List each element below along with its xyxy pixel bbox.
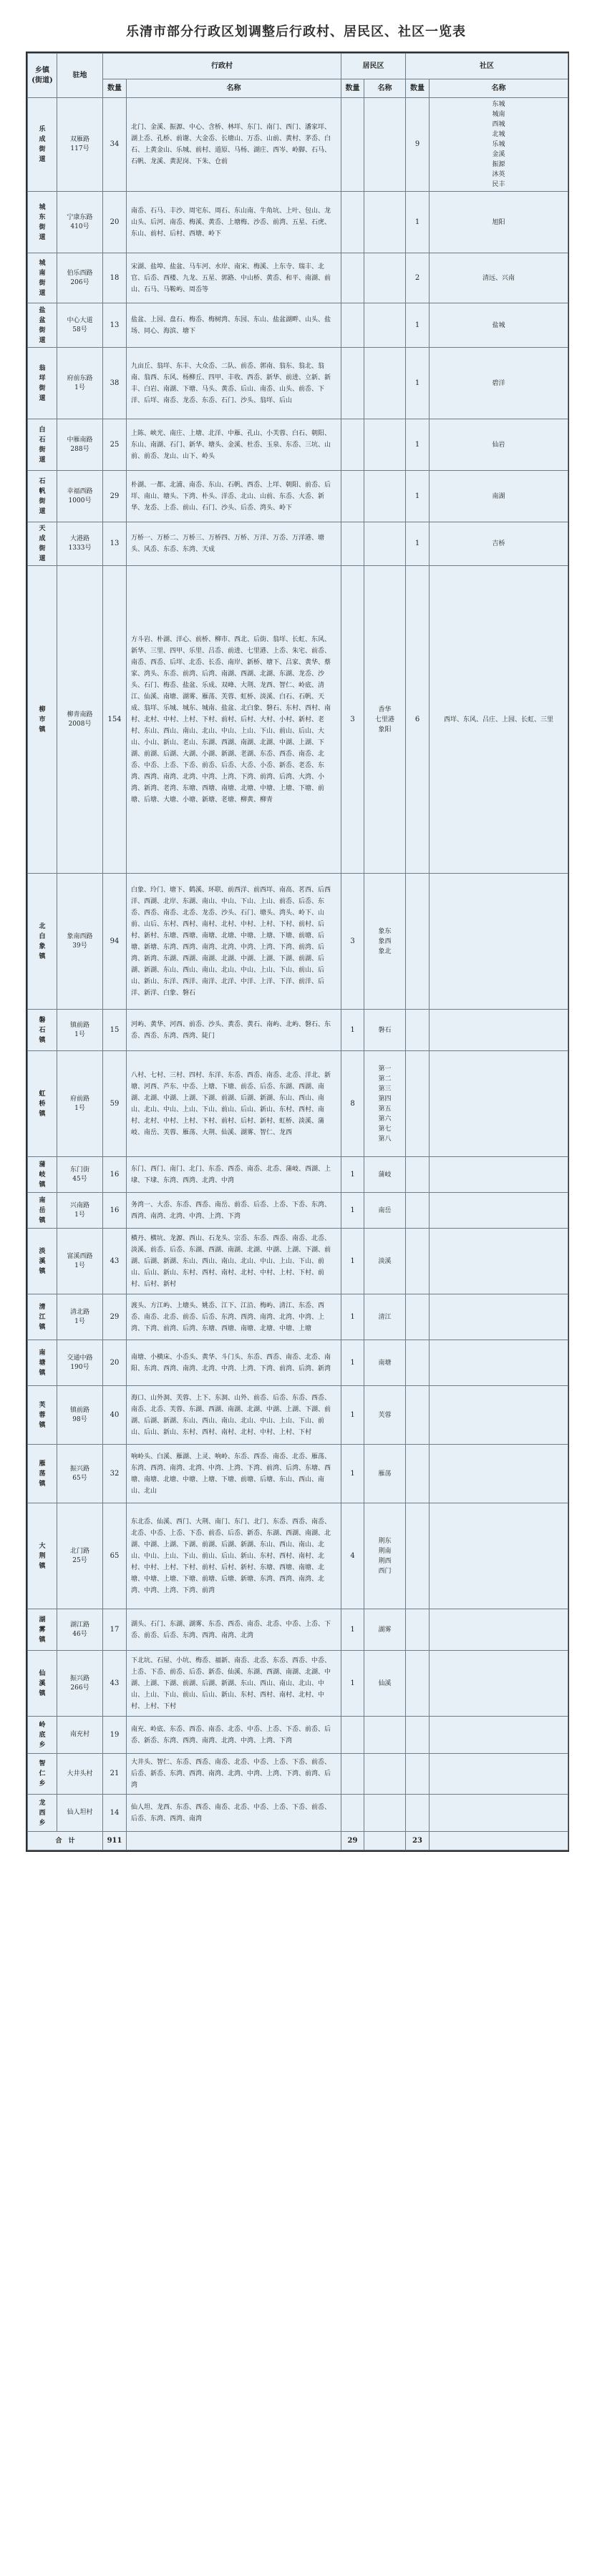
res-count-cell [341,1717,364,1754]
res-count-cell: 1 [341,1386,364,1445]
res-names-cell: 南塘 [364,1340,406,1386]
com-count-cell: 6 [406,566,430,874]
com-names-cell: 吉桥 [430,522,568,566]
com-count-cell [406,1193,430,1229]
com-count-cell [406,1609,430,1651]
com-names-cell [430,1445,568,1503]
town-cell: 智 仁 乡 [28,1754,57,1795]
total-row [28,1832,568,1850]
com-count-cell [406,1229,430,1294]
seat-cell: 中雁南路 288号 [57,419,103,471]
seat-cell: 大港路 1333号 [57,522,103,566]
res-names-cell [364,348,406,419]
table-row [28,1157,568,1193]
res-count-cell [341,1754,364,1795]
villages-cell: 九亩丘、翁垟、东丰、大众岙、二队、前岙、郭南、翁东、翁北、翁南、翁西、东风、杨柳丘、四甲、丰收、西岙、新华、前进、立新、新丰、白岩、南湖、下塘、马头、黄岙、后山、南岙、山头、前岙、下洋、后垟、南岙、龙岙、东岙、石门、沙头、翁垟、后山 [127,348,341,419]
seat-cell: 镇前路 1号 [57,1010,103,1051]
table-row [28,1193,568,1229]
com-names-cell [430,1717,568,1754]
res-names-cell: 淡溪 [364,1229,406,1294]
res-count-cell [341,253,364,303]
com-count-cell: 1 [406,471,430,522]
header-village-name: 名称 [127,79,341,98]
res-names-cell: 蒲岐 [364,1157,406,1193]
seat-cell: 清北路 1号 [57,1294,103,1340]
com-names-cell: 碧洋 [430,348,568,419]
com-names-cell [430,1193,568,1229]
com-count-cell [406,1651,430,1717]
res-count-cell [341,1795,364,1832]
com-names-cell [430,1754,568,1795]
res-names-cell [364,98,406,192]
com-names-cell: 南湖 [430,471,568,522]
header-com-name: 名称 [430,79,568,98]
villages-cell: 渡头、方江屿、上塘头、姚岙、江下、江沿、梅屿、清江、东岙、西岙、南岙、北岙、前岙、后岙、东湾、西湾、南湾、北湾、中湾、上湾、下湾、前湾、后湾、东塘、西塘、南塘、北塘、中塘、上塘 [127,1294,341,1340]
table-row [28,192,568,253]
town-cell: 盐 盆 街 道 [28,303,57,348]
villages-cell: 南充、岭底、东岙、西岙、南岙、北岙、中岙、上岙、下岙、前岙、后岙、新岙、东湾、西湾、南湾、北湾、中湾、上湾、下湾 [127,1717,341,1754]
village-count-cell: 16 [103,1193,127,1229]
com-names-cell [430,1051,568,1157]
seat-cell: 府前东路 1号 [57,348,103,419]
table-row [28,1717,568,1754]
seat-cell: 富溪西路 1号 [57,1229,103,1294]
villages-cell: 务湾一、大岙、东岙、西岙、南岳、前岙、后岙、上岙、下岙、东湾、西湾、南湾、北湾、中湾、上湾、下湾 [127,1193,341,1229]
com-names-cell [430,874,568,1010]
village-count-cell: 13 [103,303,127,348]
seat-cell: 宁康东路 410号 [57,192,103,253]
seat-cell: 仙人坦村 [57,1795,103,1832]
seat-cell: 湖江路 46号 [57,1609,103,1651]
town-cell: 城 东 街 道 [28,192,57,253]
com-count-cell [406,1340,430,1386]
table-row [28,1609,568,1651]
village-count-cell: 14 [103,1795,127,1832]
com-count-cell: 2 [406,253,430,303]
town-cell: 芙 蓉 镇 [28,1386,57,1445]
com-names-cell [430,1340,568,1386]
seat-cell: 兴南路 1号 [57,1193,103,1229]
com-count-cell: 9 [406,98,430,192]
com-names-cell [430,1795,568,1832]
res-names-cell [364,471,406,522]
com-count-cell: 1 [406,348,430,419]
res-names-cell: 南岳 [364,1193,406,1229]
town-cell: 淡 溪 镇 [28,1229,57,1294]
town-cell: 龙 西 乡 [28,1795,57,1832]
res-count-cell: 4 [341,1503,364,1609]
header-village-count: 数量 [103,79,127,98]
seat-cell: 象南西路 39号 [57,874,103,1010]
res-count-cell: 1 [341,1010,364,1051]
com-count-cell [406,1294,430,1340]
res-names-cell [364,253,406,303]
village-count-cell: 20 [103,192,127,253]
town-cell: 清 江 镇 [28,1294,57,1340]
header-community-group: 社区 [406,54,568,79]
table-row [28,1051,568,1157]
header-res-count: 数量 [341,79,364,98]
village-count-cell: 15 [103,1010,127,1051]
total-res-count: 29 [341,1832,364,1850]
res-count-cell: 1 [341,1340,364,1386]
table-row [28,1503,568,1609]
com-count-cell [406,1717,430,1754]
com-names-cell: 旭阳 [430,192,568,253]
com-names-cell [430,1651,568,1717]
seat-cell: 南充村 [57,1717,103,1754]
table-row [28,471,568,522]
com-names-cell [430,1503,568,1609]
table-row [28,522,568,566]
res-count-cell: 1 [341,1651,364,1717]
town-cell: 湖 雾 镇 [28,1609,57,1651]
com-count-cell: 1 [406,522,430,566]
town-cell: 北 白 象 镇 [28,874,57,1010]
com-count-cell [406,1157,430,1193]
village-count-cell: 25 [103,419,127,471]
res-count-cell: 3 [341,566,364,874]
village-count-cell: 38 [103,348,127,419]
page-title: 乐清市部分行政区划调整后行政村、居民区、社区一览表 [126,24,466,39]
com-count-cell: 1 [406,419,430,471]
villages-cell: 海口、山外洞、芙蓉、上下、东洞、山外、前岙、后岙、东岙、西岙、南岙、北岙、芙蓉、东湖、西湖、南湖、北湖、中湖、上湖、下湖、前湖、后湖、新湖、东山、西山、南山、北山、中山、上山、下山、前山、后山、新山、东村、西村、南村、北村、中村、上村、下村 [127,1386,341,1445]
villages-cell: 横丹、横坑、龙源、西山、石龙头、宗岙、东岙、西岙、南岙、北岙、淡溪、前岙、后岙、东湖、西湖、南湖、北湖、中湖、上湖、下湖、前湖、后湖、新湖、东山、西山、南山、北山、中山、上山、下山、前山、后山、新山、东村、西村、南村、北村、中村、上村、下村、前村、后村、新村 [127,1229,341,1294]
com-names-cell [430,1157,568,1193]
village-count-cell: 18 [103,253,127,303]
res-count-cell: 1 [341,1229,364,1294]
res-count-cell: 8 [341,1051,364,1157]
com-count-cell [406,1386,430,1445]
village-count-cell: 19 [103,1717,127,1754]
table-row [28,348,568,419]
res-names-cell [364,192,406,253]
villages-cell: 大井头、智仁、东岙、西岙、南岙、北岙、中岙、上岙、下岙、前岙、后岙、新岙、东湾、西湾、南湾、北湾、中湾、上湾、下湾、前湾、后湾 [127,1754,341,1795]
town-cell: 翁 垟 街 道 [28,348,57,419]
res-names-cell: 湖雾 [364,1609,406,1651]
seat-cell: 中心大道 58号 [57,303,103,348]
res-count-cell: 1 [341,1445,364,1503]
total-com-count: 23 [406,1832,430,1850]
villages-cell: 南塘、小横床、小岙头、黄华、斗门头、东岙、西岙、南岙、北岙、南阳、东湾、西湾、南湾、北湾、中湾、上湾、下湾、前湾、后湾、新湾 [127,1340,341,1386]
villages-cell: 湖头、石门、东湖、湖雾、东岙、西岙、南岙、北岙、中岙、上岙、下岙、前岙、后岙、东湾、西湾、南湾、北湾 [127,1609,341,1651]
village-count-cell: 34 [103,98,127,192]
villages-cell: 方斗岩、朴湖、洋心、前桥、柳市、西北、后街、翁垟、长虹、东风、新华、三里、四甲、乐里、吕岙、前进、七里港、上岙、朱宅、前岙、南岙、西岙、后垟、北岙、长岙、南岸、新桥、塘下、吕家、黄华、蔡家、湾头、东岙、前湾、后湾、南湖、西湖、北湖、东湖、龙岙、沙头、石门、梅岙、盐盆、乐成、双峰、大荆、龙西、智仁、岭底、清江、仙溪、南塘、湖雾、雁荡、芙蓉、虹桥、淡溪、白石、石帆、天成、翁垟、乐城、城东、城南、盐盆、北白象、磐石、东村、西村、南村、北村、中村、上村、下村、前村、后村、大村、小村、新村、老村、东山、西山、南山、北山、中山、上山、下山、前山、后山、大山、小山、新山、老山、东湖、西湖、南湖、北湖、中湖、上湖、下湖、前湖、后湖、大湖、小湖、新湖、老湖、东岙、西岙、南岙、北岙、中岙、上岙、下岙、前岙、后岙、大岙、小岙、新岙、老岙、东湾、西湾、南湾、北湾、中湾、上湾、下湾、前湾、后湾、大湾、小湾、新湾、老湾、东塘、西塘、南塘、北塘、中塘、上塘、下塘、前塘、后塘、大塘、小塘、新塘、老塘、柳黄、柳青 [127,566,341,874]
seat-cell: 幸福西路 1000号 [57,471,103,522]
com-names-cell [430,1609,568,1651]
villages-cell: 朴湖、一都、北浦、南岙、东山、石帆、西岙、上垟、朝阳、前岙、后垟、南山、塘头、下湾、朴头、洋岙、北山、山前、东岙、大岙、新华、龙岙、上岙、前山、石门、沙头、后岙、湾头、岭下 [127,471,341,522]
res-count-cell [341,303,364,348]
com-names-cell [430,1386,568,1445]
res-count-cell [341,522,364,566]
header-town: 乡镇 (街道) [28,54,57,98]
villages-cell: 八村、七村、三村、四村、东洋、东岙、西岙、南岙、北岙、洋北、新塘、河西、芦东、中岙、上塘、下塘、前岙、后岙、东湖、西湖、南湖、北湖、中湖、上湖、下湖、前湖、后湖、新湖、东山、西山、南山、北山、中山、上山、下山、前山、后山、新山、东村、西村、南村、北村、中村、上村、下村、前村、后村、新村、虹桥、淡溪、蒲岐、南岳、芙蓉、雁荡、大荆、仙溪、湖雾、智仁、龙西 [127,1051,341,1157]
com-names-cell: 盐城 [430,303,568,348]
seat-cell: 府前路 1号 [57,1051,103,1157]
res-names-cell: 第一 第二 第三 第四 第五 第六 第七 第八 [364,1051,406,1157]
seat-cell: 北门路 25号 [57,1503,103,1609]
village-count-cell: 154 [103,566,127,874]
com-names-cell: 东城 城南 西城 北城 乐城 金溪 振源 沐英 民丰 [430,98,568,192]
town-cell: 天 成 街 道 [28,522,57,566]
res-names-cell [364,303,406,348]
com-names-cell: 西垟、东风、吕庄、上园、长虹、三里 [430,566,568,874]
village-count-cell: 43 [103,1229,127,1294]
com-count-cell [406,1503,430,1609]
village-count-cell: 43 [103,1651,127,1717]
total-com-names-blank [430,1832,568,1850]
town-cell: 城 南 街 道 [28,253,57,303]
res-count-cell [341,471,364,522]
town-cell: 乐 成 街 道 [28,98,57,192]
total-village-names-blank [127,1832,341,1850]
villages-cell: 白象、玲门、塘下、鹤溪、环联、前西洋、前西垟、南高、茗西、后西洋、西湖、北岸、东湖、南山、中山、下山、上山、前岙、后岙、东岙、西岙、南岙、北岙、龙岙、沙头、石门、塘头、湾头、岭下、山前、山后、东村、西村、南村、北村、中村、上村、下村、前村、后村、新村、东塘、西塘、南塘、北塘、中塘、上塘、下塘、前塘、后塘、新塘、东湾、西湾、南湾、北湾、中湾、上湾、下湾、前湾、后湾、新湾、东湖、西湖、南湖、北湖、中湖、上湖、下湖、前湖、后湖、新湖、东山、西山、南山、北山、中山、上山、下山、前山、后山、新山、东洋、西洋、南洋、北洋、中洋、上洋、下洋、前洋、后洋、新洋、白象、磐石 [127,874,341,1010]
village-count-cell: 59 [103,1051,127,1157]
res-names-cell: 象东 象西 象北 [364,874,406,1010]
com-count-cell [406,1754,430,1795]
seat-cell: 伯乐西路 206号 [57,253,103,303]
villages-cell: 南岙、石马、丰沙、周宅东、周石、东山南、牛角坑、上叶、包山、龙山头、后河、南岙、梅溪、黄岙、上塘梅、沙岙、前湾、五星、石虎、东山、前村、后村、西塘、岭下 [127,192,341,253]
com-count-cell [406,1051,430,1157]
town-cell: 南 岳 镇 [28,1193,57,1229]
table-row [28,303,568,348]
com-count-cell [406,1010,430,1051]
villages-cell: 下北坑、石屋、小坑、梅岙、福新、南岙、北岙、东岙、西岙、中岙、上岙、下岙、前岙、后岙、新岙、仙溪、东湖、西湖、南湖、北湖、中湖、上湖、下湖、前湖、后湖、新湖、东山、西山、南山、北山、中山、上山、下山、前山、后山、新山、东村、西村、南村、北村、中村、上村、下村 [127,1651,341,1717]
town-cell: 南 塘 镇 [28,1340,57,1386]
village-count-cell: 21 [103,1754,127,1795]
seat-cell: 振兴路 65号 [57,1445,103,1503]
villages-cell: 河屿、黄华、河西、前岙、沙头、黄岙、黄石、南屿、北屿、磐石、东岙、西岙、东湾、西湾、陡门 [127,1010,341,1051]
table-row [28,1386,568,1445]
res-names-cell: 磐石 [364,1010,406,1051]
seat-cell: 振兴路 266号 [57,1651,103,1717]
com-count-cell [406,874,430,1010]
village-count-cell: 13 [103,522,127,566]
table-row [28,1651,568,1717]
table-row [28,1445,568,1503]
res-names-cell: 雁荡 [364,1445,406,1503]
res-count-cell [341,192,364,253]
com-names-cell [430,1229,568,1294]
res-names-cell: 清江 [364,1294,406,1340]
town-cell: 柳 市 镇 [28,566,57,874]
res-names-cell [364,1754,406,1795]
com-names-cell: 仙岩 [430,419,568,471]
com-count-cell [406,1445,430,1503]
table-row [28,253,568,303]
com-count-cell: 1 [406,303,430,348]
res-count-cell: 1 [341,1193,364,1229]
res-count-cell [341,98,364,192]
com-names-cell: 清远、兴南 [430,253,568,303]
seat-cell: 东门街 45号 [57,1157,103,1193]
villages-cell: 响岭头、白溪、雁湖、上灵、响岭、东岙、西岙、南岙、北岙、雁荡、东湾、西湾、南湾、北湾、中湾、上湾、下湾、前湾、后湾、东塘、西塘、南塘、北塘、中塘、上塘、下塘、前塘、后塘、东山、西山、南山、北山 [127,1445,341,1503]
table-row [28,419,568,471]
com-names-cell [430,1294,568,1340]
table-row [28,1010,568,1051]
header-res-name: 名称 [364,79,406,98]
total-village-count: 911 [103,1832,127,1850]
table-row [28,98,568,192]
table-row [28,874,568,1010]
header-residential-group: 居民区 [341,54,406,79]
res-count-cell: 1 [341,1157,364,1193]
res-count-cell: 1 [341,1609,364,1651]
table-row [28,1340,568,1386]
total-label: 合 计 [28,1832,103,1850]
header-seat: 驻地 [57,54,103,98]
seat-cell: 交通中路 190号 [57,1340,103,1386]
villages-cell: 仙人坦、龙西、东岙、西岙、南岙、北岙、中岙、上岙、下岙、前岙、后岙、东湾、西湾、南湾 [127,1795,341,1832]
res-names-cell: 荆东 荆南 荆西 西门 [364,1503,406,1609]
villages-cell: 万桥一、万桥二、万桥三、万桥四、万桥、万洋、万岙、万洋港、塘头、风岙、东岙、东湾、天成 [127,522,341,566]
seat-cell: 大井头村 [57,1754,103,1795]
villages-cell: 宋湖、盐埠、盐盆、马车河、水岸、南宋、梅溪、上东寺、瑞丰、北官、后岙、西楼、九龙、五星、郭路、中山桥、黄岙、和平、南湖、前山、石马、马鞍屿、周岙等 [127,253,341,303]
table-row [28,1754,568,1795]
header-villages-group: 行政村 [103,54,341,79]
com-names-cell [430,1010,568,1051]
town-cell: 大 荆 镇 [28,1503,57,1609]
res-names-cell: 仙溪 [364,1651,406,1717]
header-com-count: 数量 [406,79,430,98]
villages-cell: 东门、西门、南门、北门、东岙、西岙、南岙、北岙、蒲岐、西湖、上埭、下埭、东湾、西湾、北湾、中湾 [127,1157,341,1193]
res-names-cell [364,419,406,471]
town-cell: 仙 溪 镇 [28,1651,57,1717]
seat-cell: 柳青南路 2008号 [57,566,103,874]
town-cell: 蒲 岐 镇 [28,1157,57,1193]
res-names-cell: 芙蓉 [364,1386,406,1445]
res-names-cell [364,1795,406,1832]
table-row [28,1795,568,1832]
table-body [28,98,568,1832]
town-cell: 白 石 街 道 [28,419,57,471]
village-count-cell: 17 [103,1609,127,1651]
res-names-cell [364,1717,406,1754]
village-count-cell: 29 [103,1294,127,1340]
table-row [28,1229,568,1294]
seat-cell: 镇前路 98号 [57,1386,103,1445]
village-count-cell: 94 [103,874,127,1010]
seat-cell: 双雁路 117号 [57,98,103,192]
town-cell: 岭 底 乡 [28,1717,57,1754]
table-row [28,1294,568,1340]
town-cell: 磐 石 镇 [28,1010,57,1051]
villages-cell: 盐盆、上园、盘石、梅岙、梅树湾、东园、东山、盐盆湖畔、山头、盐场、同心、海滨、塘下 [127,303,341,348]
village-count-cell: 40 [103,1386,127,1445]
village-count-cell: 16 [103,1157,127,1193]
com-count-cell: 1 [406,192,430,253]
res-names-cell: 香华 七里港 象阳 [364,566,406,874]
village-count-cell: 32 [103,1445,127,1503]
village-count-cell: 29 [103,471,127,522]
res-count-cell: 1 [341,1294,364,1340]
table-row [28,566,568,874]
res-count-cell [341,348,364,419]
villages-cell: 北门、金溪、振源、中心、含桥、林垟、东门、南门、西门、潘家垟、湖上岙、孔桥、前谢、大金岙、长塘山、万岙、山前、黄村、茅岙、白石、上黄金山、乐城、前村、道原、马杨、湖庄、西岑、岭脚、石马、石帆、龙溪、黄泥岗、下朱、仓前 [127,98,341,192]
total-res-names-blank [364,1832,406,1850]
village-count-cell: 20 [103,1340,127,1386]
res-names-cell [364,522,406,566]
res-count-cell [341,419,364,471]
town-cell: 雁 荡 镇 [28,1445,57,1503]
village-count-cell: 65 [103,1503,127,1609]
res-count-cell: 3 [341,874,364,1010]
town-cell: 虹 桥 镇 [28,1051,57,1157]
town-cell: 石 帆 街 道 [28,471,57,522]
com-count-cell [406,1795,430,1832]
villages-cell: 东北岙、仙溪、西门、大荆、南门、东门、北门、东岙、西岙、南岙、北岙、中岙、上岙、下岙、前岙、后岙、新岙、东湖、西湖、南湖、北湖、中湖、上湖、下湖、前湖、后湖、新湖、东山、西山、南山、北山、中山、上山、下山、前山、后山、新山、东村、西村、南村、北村、中村、上村、下村、前村、后村、新村、东塘、西塘、南塘、北塘、中塘、上塘、下塘、前塘、后塘、新塘、东湾、西湾、南湾、北湾、中湾、上湾、下湾、前湾 [127,1503,341,1609]
villages-cell: 上陈、峡光、南庄、上塘、北洋、中雁、孔山、小芙蓉、白石、朝阳、东山、南湖、石门、新华、塘头、金溪、杜岙、玉泉、东岙、三坑、山前、前岙、龙山、山下、岭头 [127,419,341,471]
region-table [26,52,569,1852]
